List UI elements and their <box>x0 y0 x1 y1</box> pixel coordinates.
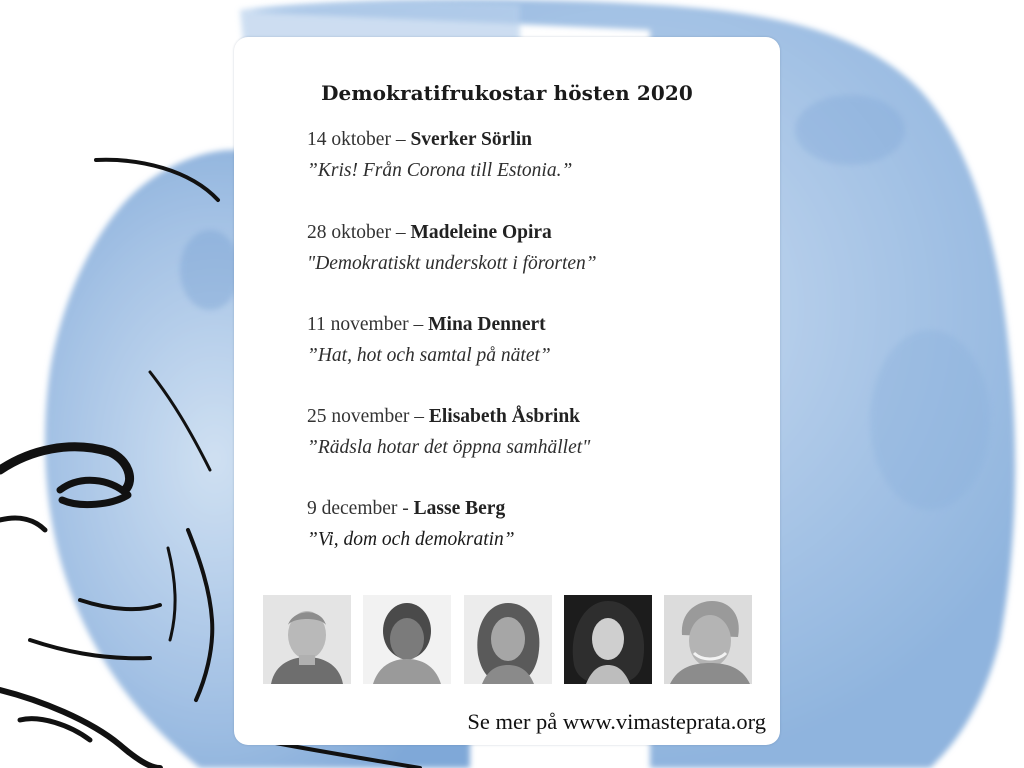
event-separator: – <box>413 314 424 335</box>
event-item <box>307 221 767 275</box>
event-speaker: Mina Dennert <box>428 314 546 335</box>
event-separator: - <box>402 498 409 519</box>
speaker-photo <box>464 595 552 684</box>
event-item <box>307 497 767 551</box>
event-topic: ”Kris! Från Corona till Estonia.” <box>307 160 573 181</box>
card-title: Demokratifrukostar hösten 2020 <box>321 81 693 105</box>
speaker-photo <box>664 595 752 684</box>
event-item <box>307 405 767 459</box>
event-date: 28 oktober <box>307 222 391 243</box>
event-topic: ”Vi, dom och demokratin” <box>307 529 515 550</box>
event-separator: – <box>395 129 406 150</box>
event-topic: ”Rädsla hotar det öppna samhället" <box>307 437 591 458</box>
speaker-photo-row <box>263 595 753 685</box>
event-topic: "Demokratiskt underskott i förorten” <box>307 253 597 274</box>
speaker-photo <box>363 595 451 684</box>
event-date: 14 oktober <box>307 129 391 150</box>
event-date: 25 november <box>307 406 410 427</box>
event-speaker: Elisabeth Åsbrink <box>428 406 581 427</box>
event-card <box>234 37 780 745</box>
speaker-photo <box>564 595 652 684</box>
event-item <box>307 128 767 182</box>
event-date: 11 november <box>307 314 409 335</box>
event-separator: – <box>414 406 424 427</box>
speaker-photo <box>263 595 351 684</box>
event-separator: – <box>395 222 406 243</box>
event-speaker: Sverker Sörlin <box>410 129 532 150</box>
event-item <box>307 313 767 367</box>
event-date: 9 december <box>307 498 398 519</box>
event-topic: ”Hat, hot och samtal på nätet” <box>307 345 551 366</box>
event-speaker: Lasse Berg <box>413 498 506 519</box>
website-link[interactable]: Se mer på www.vimasteprata.org <box>467 709 766 734</box>
event-speaker: Madeleine Opira <box>410 222 552 243</box>
